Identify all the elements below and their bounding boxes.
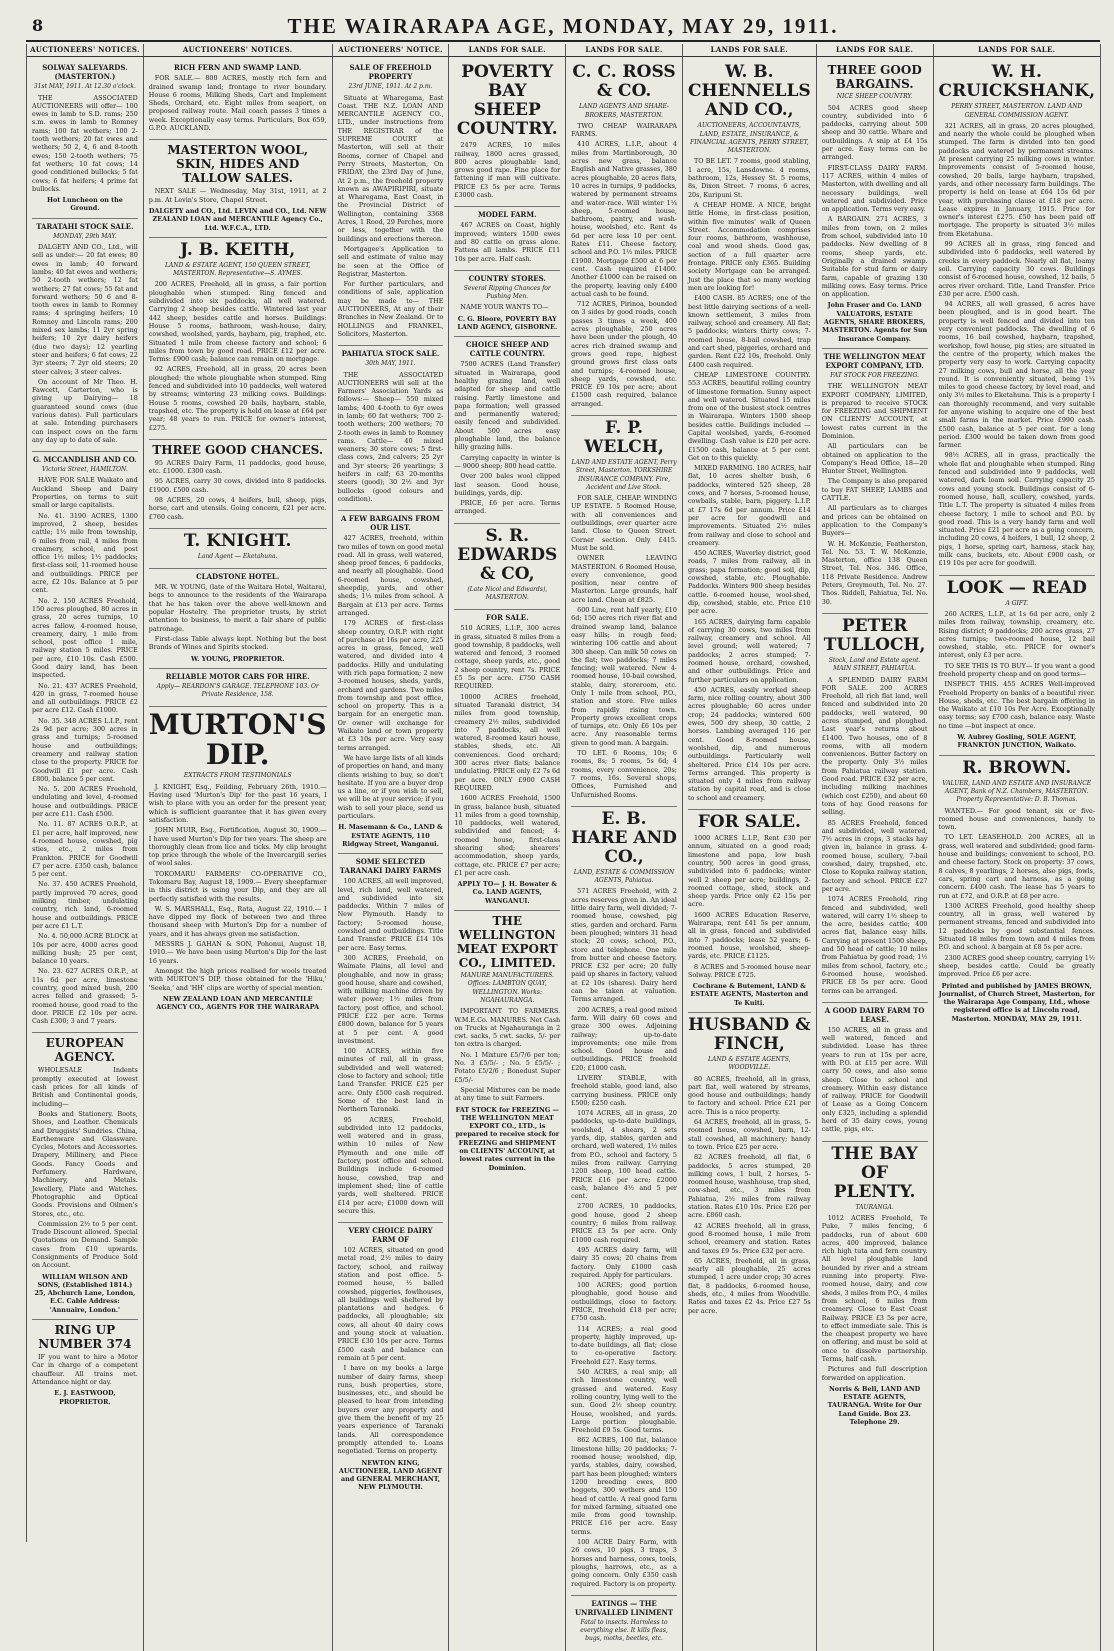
ad-paragraph: 1600 ACRES Freehold, 1500 in grass, balance bush, situated 11 miles from a good township, 10 paddocks, well watered, subdivided and fenced; 4-roomed house, first-class shearing shed; shearers' accommodation, sheep yards, cottage, etc. PRICE £7 per acre; £1 per acre cash. — [454, 794, 561, 877]
ad-body — [822, 1026, 928, 1134]
ad-paragraph: PRICE, £6 per acre. Terms arranged. — [454, 499, 561, 516]
advertisement — [571, 1596, 677, 1651]
ad-paragraph: 450 ACRES, Waverley district, good roads, 7 miles from railway, all in grass; papa formation; good soil, dip, cowshed, stable, etc. Ploughable. Paddocks. Winters 900 sheep besides cattle. 6-roomed house, wool-shed, dip, cowshed, stable, etc. Price £10 per acre. — [687, 549, 811, 616]
ad-paragraph: 98½ ACRES, all in grass, practically the whole flat and ploughable when stumped. Ring fenced and subdivided into 9 paddocks, well watered, dark loam soil. Carrying capacity 25 cows and young stock. Buildings consist of 6-roomed house, hall, scullery, cowshed, yards. Title L.T. The property is situated 4 miles from cheese factory, 1 mile to school and P.O. by good road. This is a very handy farm and well situated. Price £21 per acre as a going concern, including 20 cows, 4 heifers, 1 bull, 12 sheep, 2 pigs, 1 horse, spring cart, harness, stack hay, milk cans, buckets, etc. About £900 cash, or £19 10s per acre for goodwill. — [938, 451, 1095, 568]
ad-paragraph: 1074 ACRES Freehold, ring fenced and subdivided, well watered, will carry 1½ sheep to the acre, besides cattle; 400 acres flat, balance easy hills. Carrying at present 1500 sheep, and 50 head of cattle; 10 miles from Pahiatua by good road; 1½ miles from school, factory, etc.; 6-roomed house, woolshed. PRICE £8 5s per acre. Good terms can be arranged. — [821, 895, 928, 995]
ad-subtitle: Land Agent — Eketahuna. — [197, 552, 278, 560]
ad-paragraph: W. H. McKenzie, Featherston, Tel. No. 53. T. W. McKenzie, Masterton, office 138 Queen Street, Tel. Nos. 346. Office, 118 Private Residence. Andrew Peters, Greymouth, Tel. No. 27. Thos. Riddell, Pahiatua, Tel. No. 30. — [821, 539, 928, 606]
ad-title: THREE GOOD BARGAINS. — [827, 63, 922, 92]
ad-signature: W. YOUNG, PROPRIETOR. — [191, 654, 285, 663]
ad-body — [454, 303, 560, 311]
advertisement — [32, 452, 138, 1033]
advertisement — [338, 511, 444, 854]
ad-subtitle: (Late Nicol and Edwards), MASTERTON. — [467, 585, 548, 601]
ad-title: CHOICE SHEEP AND CATTLE COUNTRY. — [465, 340, 549, 359]
ad-subtitle: Stock, Land and Estate agent. MAIN STREET, PAHIATUA. — [828, 656, 921, 673]
advertisement — [454, 207, 560, 270]
ad-paragraph: 64 ACRES, freehold, all in grass, 5-roomed house, cowshed, barn, 12-stall cowshed, all machinery; handy to town. Price £25 per acre. — [687, 1118, 811, 1151]
ad-body — [571, 887, 677, 1587]
ad-paragraph: 2700 ACRES, 10 paddocks, good house, good 2 sheep country; 6 miles from railway. PRICE £3 5s per acre. Only £1000 cash required. — [571, 1202, 677, 1244]
ad-title: W. H. CRUICKSHANK, — [938, 62, 1096, 102]
ad-signature: Cochrane & Butement, LAND & ESTATE AGENTS, Masterton and Te Kuiti. — [690, 982, 809, 1007]
ad-title: G. MCCANDLISH AND CO. — [33, 455, 137, 465]
ad-signature: FAT STOCK for FREEZING — THE WELLINGTON MEAT EXPORT CO., LTD., is prepared to receive stock for FREEZING and SHIPMENT on CLIENTS' ACCOUNT, at lowest rates current in the Dominion. — [455, 1105, 560, 1172]
column-heading: LANDS FOR SALE. — [934, 44, 1101, 57]
ad-paragraph: 42 ACRES freehold, all in grass, good 8-roomed house, 1 mile from school, creamery and station. Rates and taxes £9 5s. Price £32 per acre. — [687, 1221, 811, 1255]
ad-subtitle: NICE SHEEP COUNTRY. — [836, 93, 913, 101]
ad-paragraph: 1000 ACRES L.I.P., Rent £30 per annum, situated on a good road; limestone and papa, low bush country, 500 acres in good grass, subdivided into 6 paddocks; winter well 2 sheep per acre; buildings, 2-roomed cottage, shed, stock and sheep yards. Price only £2 15s per acre. — [687, 834, 811, 909]
ad-body — [338, 534, 444, 820]
ad-title: SALE OF FREEHOLD PROPERTY — [349, 63, 432, 82]
ad-body — [149, 187, 327, 204]
ad-signature: Printed and published by JAMES BROWN, Journalist, of Church Street, Masterton, for the Wairarapa Age Company, Ltd., whose registered office is at Lincoln road, Masterton. MONDAY, MAY 29, 1911. — [938, 981, 1095, 1023]
ad-subtitle: AUCTIONEERS, ACCOUNTANTS, LAND, ESTATE, INSURANCE, & FINANCIAL AGENTS, PERRY STREET, MASTERTON. — [690, 122, 809, 155]
ad-title: A GOOD DAIRY FARM TO LEASE. — [824, 1005, 925, 1024]
ad-body — [338, 877, 444, 1215]
ad-title: THE BAY OF PLENTY. — [831, 1143, 918, 1202]
ad-paragraph: 100 ACRES; good portion ploughable, good house and outbuildings, close to factory. PRICE, freehold £18 per acre; £750 cash. — [571, 1281, 677, 1323]
ad-paragraph: 95 ACRES, carry 30 cows, divided into 8 paddocks. £1900. £500 cash. — [148, 477, 327, 494]
ad-body — [338, 371, 444, 504]
ad-paragraph: For further particulars, and conditions of sale, application may be made to— THE AUCTIONEERS, At any of their Branches in New Zealand. Or to HOLLINGS and FRANKEL, Solicitors, Masterton. — [337, 280, 444, 338]
ad-title: RICH FERN AND SWAMP LAND. — [174, 63, 302, 73]
advertisement — [338, 854, 444, 1223]
advertisement — [338, 60, 444, 346]
ad-title: PAHIATUA STOCK SALE. — [341, 349, 440, 359]
advertisement — [822, 614, 928, 1003]
ad-title: LOOK — READ — [946, 577, 1087, 598]
advertisement-columns — [26, 44, 1101, 1643]
ad-body — [939, 122, 1096, 568]
ad-subtitle: Apply— REARDON'S GARAGE. TELEPHONE 103. Or Private Residence, 158. — [156, 682, 319, 699]
ad-title: J. B. KEITH, — [180, 239, 296, 260]
ad-paragraph: 2479 ACRES, 10 miles railway, 1800 acres grassed, 800 acres ploughable land, grows good rape. Fine place for fattening if man will cultivate. PRICE £3 5s per acre. Terms £3000 cash. — [454, 141, 561, 200]
ad-paragraph: 1300 ACRES Freehold, good healthy sheep country, all in grass, well watered by permanent streams, fenced and subdivided into 12 paddocks by good substantial fences. Situated 18 miles from town and 4 miles from P.O. and school. A bargain at £8 5s per acre. — [938, 901, 1095, 952]
advertisement — [338, 346, 444, 511]
column-heading: LANDS FOR SALE. — [449, 44, 565, 57]
ad-paragraph: MESSRS J. GAHAN & SON, Pohonui, August 18, 1910.— We have been using Murton's Dip for the last 16 years. — [148, 940, 327, 965]
ad-subtitle: Fatal to insects. Harmless to everything else. It kills fleas, bugs, moths, beetles, etc. — [580, 1618, 668, 1643]
ad-paragraph: 85 ACRES Freehold, fenced and subdivided, well watered, 7½ acres in crops, 3 stacks hay given in, balance in grass. 4-roomed house, scullery, 7-bail cowshed, dairy, trapshed, etc. Close to Kopuka railway station, factory and school. PRICE £27 per acre. — [821, 818, 928, 893]
ad-paragraph: 467 ACRES on Coast, highly improved; winters 1500 ewes and 80 cattle on grass alone. Fattens all lambs. PRICE £11 10s per acre. Half cash. — [454, 221, 561, 263]
ad-subtitle: 23rd JUNE, 1911. At 2 p.m. — [348, 83, 433, 91]
ad-paragraph: 100 ACRES, all well improved, level, rich land, well watered, and subdivided into six paddocks. Within 7 miles of New Plymouth. Handy to factory; 5-roomed house, cowshed and outbuildings. Title Land Transfer. PRICE £14 10s per acre. Easy terms. — [337, 877, 444, 952]
ad-paragraph: 260 ACRES, L.I.P., at 1s 6d per acre, only 2 miles from railway, township, creamery, etc. Rising district; 9 paddocks; 200 acres grass, 27 acres turnips; two-roomed house, 12 bail cowshed, stable, etc. PRICE for owner's interest, only £3 per acre. — [938, 609, 1095, 660]
advertisement — [32, 60, 138, 218]
ad-paragraph: No. 2. 150 ACRES Freehold, 150 acres ploughed, 80 acres in grass, 20 acres turnips, 10 acres fallow, 4-roomed house, creamery, dairy, 1 mile from school, post office 1 mile, railway station 5 miles. PRICE per acre, £10 10s. Cash £500. Good dairy land, has been inspected. — [32, 596, 138, 680]
advertisement — [149, 707, 327, 1016]
ad-paragraph: All particulars as to charges and prices can be obtained on application to the Company's Buyers— — [821, 504, 928, 538]
ad-paragraph: INSPECT THIS. 455 ACRES Well-improved Freehold Property on banks of a beautiful river. House, sheds, etc. The best bargain offering in the Waikato at £10 10s Per Acre. Exceptionally easy terms; say £700 cash, balance easy. Waste no time —but inspect at once. — [938, 680, 1095, 730]
advertisement — [149, 60, 327, 140]
ad-title: W. B. CHENNELLS AND CO., — [687, 62, 811, 121]
ad-paragraph: No. 37. 450 ACRES Freehold, partly improved 70 acres, good milking timber, undulating country, rich land, 6-roomed house and outbuildings. PRICE per acre £1 L.T. — [32, 880, 138, 930]
ad-signature: APPLY TO— J. H. Bowater & Co. LAND AGENTS, WANGANUI. — [457, 880, 558, 905]
ad-paragraph: No. 35. 348 ACRES L.I.P., rent 2s 9d per acre; 300 acres in grass and turnips; 5-roomed house and outbuildings; creamery and railway station close to the property. PRICE for Goodwill £1 per acre. Cash £800, balance 5 per cent. — [32, 716, 138, 783]
ad-paragraph: 862 ACRES, 100 flat, balance limestone hills; 20 paddocks; 7-roomed house; woolshed, dip, yards, stables, dairy, cowshed, part has been ploughed; winters 1200 breeding ewes, 800 hoggets, 300 wethers and 150 head of cattle. A real good farm for mixed farming, situated one mile from good township. PRICE £16 per acre. Easy terms. — [571, 1436, 677, 1536]
ad-paragraph: THE WELLINGTON MEAT EXPORT COMPANY, LIMITED, is prepared to receive STOCK for FREEZING and SHIPMENT ON CLIENTS' ACCOUNT, at lowest rates current in the Dominion. — [821, 382, 928, 440]
advertisement — [939, 756, 1096, 1028]
ad-paragraph: 2300 ACRES good sheep country, carrying 1½ sheep, besides cattle. Could be greatly improved. Price £6 per acre. — [938, 953, 1095, 979]
ad-title: EATINGS — THE UNRIVALLED LINIMENT — [574, 1598, 674, 1617]
ad-subtitle: LAND AGENTS AND SHARE-BROKERS, MASTERTON. — [579, 103, 670, 119]
ad-paragraph: 100 ACRES, within five minutes of rail, all in grass, subdivided and well watered; close to factory and school; title Land Transfer. PRICE £25 per acre. Only £500 cash required. Some of the best land in Northern Taranaki. — [337, 1047, 444, 1114]
ad-title: THE WELLINGTON MEAT EXPORT COMPANY, LTD. — [823, 351, 926, 370]
ad-title: C. C. ROSS & CO. — [572, 62, 676, 102]
column-heading: LANDS FOR SALE. — [566, 44, 682, 57]
ad-subtitle: A GIFT. — [1005, 599, 1029, 607]
ad-title: TARATAHI STOCK SALE. — [36, 221, 134, 231]
ad-paragraph: 114 ACRES; a real good property, highly improved, up-to-date buildings, all flat; close to co-operative factory. Freehold £27. Easy terms. — [571, 1324, 677, 1366]
ad-subtitle: EXTRACTS FROM TESTIMONIALS — [183, 772, 292, 780]
ad-title: S. R. EDWARDS & CO, — [457, 525, 558, 584]
ad-paragraph: No. 4. 50,000 ACRE BLOCK at 10s per acre, 4000 acres good milking bush; 25 per cent, balance 10 years. — [32, 932, 138, 966]
ad-title: THE WELLINGTON MEAT EXPORT CO., LIMITED. — [456, 914, 558, 971]
ad-signature: NEW ZEALAND LOAN AND MERCANTILE AGENCY CO., AGENTS FOR THE WAIRARAPA — [156, 994, 320, 1012]
ad-paragraph: 82 ACRES freehold, all flat, 6 paddocks, 5 acres stumped, 20 milking cows, 1 bull, 2 horses, 5-roomed house, washhouse, trap shed, cow-shed, etc., 3 miles from Pahiatua, 2½ miles from railway station. Rates £10 10s. Price £26 per acre. £860 cash. — [687, 1153, 811, 1220]
ad-body — [338, 1246, 444, 1455]
ad-paragraph: 300 ACRES, Freehold, on Waimate Plains, all level and ploughable, and now in grass; good house, share and cowshed, with milking machine driven by water power; 1½ miles from factory, post office, and school. PRICE £22 per acre. Terms £800 down, balance for 5 years at 5 per cent. A good investment. — [337, 953, 444, 1045]
ad-subtitle: 31st MAY, 1911. At 12.30 o'clock. — [33, 83, 136, 91]
ad-paragraph: MIXED FARMING. 180 ACRES, half flat, 10 acres shelter bush, 6 paddocks, wintered 525 sheep, 28 cows, and 7 horses, 5-roomed house, cowbails, stable, barn, piggery. L.I.P. at £7 17s 6d per annum. Price £14 per acre for goodwill and improvements. Situated 2½ miles from railway and close to school and creamery. — [687, 464, 811, 547]
column-heading: AUCTIONEERS' NOTICES. — [144, 44, 332, 57]
ad-subtitle: TAURANGA. — [855, 1203, 894, 1211]
ad-body — [149, 74, 327, 132]
ad-paragraph: No. 5. 200 ACRES Freehold, undulating and level, 4-roomed house and outbuildings. PRICE per acre £11. Cash £500. — [32, 785, 138, 819]
ad-paragraph: First-class Table always kept. Nothing but the best Brands of Wines and Spirits stocked. — [148, 634, 327, 652]
column-heading: AUCTIONEERS' NOTICE. — [333, 44, 449, 57]
ad-paragraph: 1074 ACRES, all in grass, 20 paddocks, up-to-date buildings, woolshed, 4 shears, 2 sets yards, dip, stables, garden and orchard, well watered, 1½ miles from P.O., school and factory, 5 miles from railway. Carrying 1200 sheep, 100 head cattle. PRICE £16 per acre; £2000 cash, balance 4½ and 5 per cent. — [571, 1109, 677, 1201]
ad-paragraph: TO BE LET. 7 rooms, good stabling, 1 acre, 15s, Lansdowne. 4 rooms, bathroom, 12s, Hessey St. 5 rooms, 8s, Dixon Street. 7 rooms, 6 acres, 20s, Kuripuni St. — [687, 157, 811, 199]
ad-signature: NEWTON KING, AUCTIONEER, LAND AGENT and GENERAL MERCHANT, NEW PLYMOUTH. — [338, 1458, 443, 1492]
ad-paragraph: NEXT SALE — Wednesday, May 31st, 1911, at 2 p.m. At Levin's Store, Chapel Street. — [148, 187, 327, 204]
ad-paragraph: 10000 ACRES freehold, situated Taranaki district, 34 miles from good township, creamery 2½ miles, subdivided into 7 paddocks, all well watered, 8-roomed kauri house, stables, sheds, etc. All conveniences. Good orchard; 300 acres river flats; balance undulating. PRICE only £2 7s 6d per acre. ONLY £900 CASH REQUIRED. — [454, 692, 561, 792]
ad-paragraph: TO SEE THIS IS TO BUY— If you want a good freehold property cheap and on good terms— — [938, 661, 1095, 678]
advertisement — [688, 1013, 811, 1322]
ad-paragraph: J. KNIGHT, Esq., Feilding, February 26th, 1910.— Having used 'Murton's Dip' for the past 16 years, I wish to place with you an order for the present year, which is sufficient guarantee that it has given every satisfaction. — [148, 782, 327, 824]
advertisement — [32, 1320, 138, 1411]
ad-paragraph: 102 ACRES, situated on good metal road, 2½ miles to dairy factory, school, and railway station and post office. 5-roomed house, ½ balled cowshed, piggeries, fowlhouses, all buildings well sheltered by plantations and hedges. 6 paddocks, all ploughable; six cows, all about 40 dairy cows and young stock at valuation. PRICE £30 10s per acre. Terms £500 cash and balance can remain at 5 per cent. — [337, 1246, 444, 1362]
ad-subtitle: VALUER, LAND AND ESTATE AND INSURANCE AGENT, Bank of N.Z. Chambers, MASTERTON. Property Representative: D. B. Thomas. — [942, 779, 1092, 804]
ad-paragraph: £400 CASH. 85 ACRES; one of the best little dairying sections of a well-known settlement, 3 miles from railway, school and creamery. All flat; 5 paddocks; winters thirty cows; 7-roomed house, 8-bail cowshed, trap and cart shed, piggeries, orchard and garden. Rent £22 10s, freehold. Only £400 cash required. — [687, 294, 811, 369]
ad-body — [822, 104, 928, 299]
ad-title: RING UP NUMBER 374 — [38, 1323, 132, 1352]
ad-title: COUNTRY STORES. — [468, 273, 546, 283]
advertisement — [149, 529, 327, 569]
advertisement — [454, 610, 560, 911]
ad-subtitle: MONDAY, 29th MAY. — [53, 232, 117, 240]
ad-body — [32, 1066, 138, 1269]
ad-subtitle: LAND & ESTATE AGENT, 150 QUEEN STREET, MASTERTON. Representative—S. AYMES. — [165, 261, 311, 278]
ad-paragraph: The Company is also prepared to buy FAT SHEEP, LAMBS and CATTLE. — [821, 477, 928, 503]
column — [449, 44, 566, 1651]
ad-body — [149, 459, 327, 521]
advertisement — [454, 271, 560, 337]
advertisement — [822, 1003, 928, 1142]
ad-title: RELIABLE MOTOR CARS FOR HIRE. — [165, 671, 310, 681]
ad-subtitle: 30th MAY, 1911. — [365, 360, 416, 368]
ad-title: R. BROWN. — [962, 757, 1072, 778]
ad-body — [454, 624, 560, 877]
ad-title: EUROPEAN AGENCY. — [45, 1036, 125, 1065]
ad-subtitle: PERRY STREET, MASTERTON. LAND AND GENERAL COMMISSION AGENT. — [951, 103, 1083, 119]
ad-paragraph: 7500 ACRES (Land Transfer) situated in Wairarapa, good healthy grazing land, well adapted for sheep and cattle raising. Partly limestone and papa formation; well grassed and permanently watered; easily fenced and subdivided. About 500 acres easy ploughable land, the balance hilly grazing hills. — [454, 360, 561, 452]
ad-paragraph: FIRST-CLASS DAIRY FARM. 117 ACRES, within 4 miles of Masterton, with dwelling and all necessary buildings, well watered and subdivided. Price on application. Terms very easy. — [821, 163, 928, 214]
ad-title: MODEL FARM. — [477, 210, 537, 220]
ad-title: THREE GOOD CHANCES. — [152, 442, 324, 457]
ad-paragraph: 8 ACRES and 5-roomed house near Solway. PRICE £725. — [687, 962, 811, 979]
ad-title: VERY CHOICE DAIRY FARM OF — [348, 1226, 433, 1245]
ad-paragraph: 200 ACRES, Freehold, all in grass, a fair portion ploughable when stumped. Ring fenced and subdivided into six paddocks, all well watered. Carrying 2 sheep besides cattle. Wintered last year 442 sheep, besides cattle and horses. Buildings: House 5 rooms, bathroom, wash-house, dairy, cowshed, woolshed, yards, haybarn, pig, traphed, etc. Situated 1 mile from cheese factory and school; 6 miles from town by good road. PRICE £12 per acre. Terms: £900 cash; balance can remain on mortgage. — [148, 280, 327, 364]
page-number: 8 — [32, 16, 44, 35]
advertisement — [688, 810, 811, 1013]
ad-paragraph: 99 ACRES all in grass, ring fenced and subdivided into 6 paddocks, well watered by creeks in every paddock. Nearly all flat, loamy soil. Carrying capacity 30 cows. Buildings consist of 6-roomed house, cowshed, 12 bails, 5 acres river orchard. Title, Land Transfer. Price £30 per acre. £500 cash. — [938, 240, 1095, 298]
ad-body — [454, 221, 560, 262]
ad-signature: Norris & Bell, LAND AND ESTATE AGENTS, TAURANGA. Write for Our Land Guide. Box 23. Telephone 29. — [827, 1384, 922, 1427]
ad-body — [688, 1075, 811, 1315]
ad-paragraph: A SPLENDID DAIRY FARM FOR SALE. 200 ACRES Freehold, all rich flat land, well fenced and subdivided into 20 paddocks, well watered, 90 acres stumped, and ploughed. Last year's returns about £1400. Two houses, one of 8 rooms, with all modern conveniences. Butter factory on the property. Only 3½ miles from Pahiatua railway station. Good road. PRICE £32 per acre, including milking machines (which cost £250), and about 60 tons of hay. Good reasons for selling. — [821, 675, 928, 817]
ad-paragraph: 200 ACRES, a real good mixed farm. Will dairy 60 cows and graze 300 ewes. Adjoining railway; up-to-date improvements; one mile from school. Good house and outbuildings. PRICE freehold £20; £1000 cash. — [571, 1005, 677, 1072]
ad-subtitle: LAND, ESTATE & COMMISSION AGENTS, Pahiatua. — [573, 868, 675, 885]
ad-paragraph: FOR SALE.— 800 ACRES, mostly rich fern and drained swamp land; frontage to river boundary. House 6 rooms, Milking Sheds, Cart and Implement Sheds, Orchard, etc. Eight miles from seaport, on proposed railway route. Mail coach passes 3 times a week. Exceptionally easy terms. Particulars, Box 659, G.P.O. AUCKLAND. — [148, 74, 327, 133]
ad-paragraph: TWO CHEAP WAIRARAPA FARMS. — [571, 121, 677, 139]
ad-paragraph: TOKOMARU FARMERS' CO-OPERATIVE CO., Tokomaru Bay, August 18, 1909.— Every sheepfarmer in this district is using your Dip, and they are all perfectly satisfied with the results. — [148, 869, 327, 903]
ad-body — [822, 676, 928, 995]
ad-paragraph: LIVERY STABLE, with freehold stable, good land, also carrying business. PRICE only £500; £250 cash. — [571, 1073, 677, 1107]
column-heading: LANDS FOR SALE. — [817, 44, 933, 57]
ad-title: F. P. WELCH, — [584, 417, 664, 457]
ad-paragraph: 540 ACRES, a real snip; all rich limestone country, well grassed and watered. Easy rolling country, lying well to the sun. Good 2½ sheep country. House, woolshed, and yards. Large portion ploughable. Freehold £9 5s. Good terms. — [571, 1368, 677, 1435]
ad-paragraph: 65 ACRES, freehold, all in grass, nearly all ploughable, 25 acres stumped, 1 acre under crop; 30 acres flat, 8 paddocks, 6-roomed house, sheds, etc., 4 miles from Woodville. Rates and taxes £2 4s. Price £27 5s per acre. — [687, 1256, 811, 1315]
ad-body — [688, 834, 811, 979]
column — [817, 44, 934, 1651]
ad-body — [149, 783, 327, 992]
ad-paragraph: TO LET. LEASEHOLD. 200 ACRES, all in grass, well watered and subdivided; good farm-house and buildings; convenient to school, P.O. and cheese factory. Stock on property: 37 cows, 8 calves, 8 yearlings, 2 horses, also pigs, fowls, cars, spring cart and harness, as a going concern. £400 cash. The lease has 5 years to run at £72, and O.R.P. at £8 per acre. — [938, 833, 1095, 900]
ad-body — [454, 141, 560, 199]
ad-paragraph: WANTED.— For good tenant, six or five-roomed house and conveniences, handy to town. — [938, 806, 1095, 832]
ad-paragraph: On account of Mr Theo. H. Fawcett, Carterton, who is giving up Dairying— 18 guaranteed sound cows (due various dates). Full particulars at sale. Intending purchasers can inspect cows on the farm any day up to date of sale. — [32, 377, 138, 444]
advertisement — [149, 140, 327, 237]
ad-paragraph: Situate at Wharegama, East Coast. THE N.Z. LOAN AND MERCANTILE AGENCY CO., LTD., under instructions from THE REGISTRAR of the SUPREME COURT at Masterton, will sell at their Rooms, corner of Chapel and Perry Streets, Masterton, On FRIDAY, the 23rd Day of June, At 2 p.m., the freehold property known as AWAPIRIPIRI, situate at Wharegama, East Coast, in the Provincial District of Wellington, containing 3368 Acres, 1 Rood, 29 Perches, more or less, together with the buildings and erections thereon. — [337, 93, 444, 243]
ad-title: CLADSTONE HOTEL. — [196, 572, 280, 582]
advertisement — [571, 60, 677, 416]
ad-title: SOLWAY SALEYARDS. (MASTERTON.) — [42, 63, 128, 82]
ad-paragraph: Carrying capacity in winter is— 9000 sheep; 800 head cattle. — [454, 453, 561, 470]
ad-body — [688, 157, 811, 802]
ad-paragraph: No. 11. 87 ACRES O.R.P., at £1 per acre, half improved, new 4-roomed house, cowshed, pig sties, etc., 2 miles from Frankton. PRICE for Goodwill £7 per acre. £350 cash, balance 5 per cent. — [32, 820, 138, 879]
advertisement — [688, 60, 811, 810]
ad-body — [822, 382, 928, 606]
ad-paragraph: Commission 2½ to 5 per cent. Trade Discount allowed. Special Quotations on Demand. Sample cases from £10 upwards. Consignments of Produce Sold on Account. — [32, 1219, 138, 1270]
ad-paragraph: DALGETY AND CO., Ltd., will sell as under:— 20 fat ewes; 80 ewes in lamb; 40 forward lambs; 40 fat ewes and wethers; 50 2-tooth wethers; 12 fat wethers; 27 fat cows; 55 fat and forward wethers; 50 6 and 8-tooth ewes in lamb to Romney rams; 4 springing heifers; 10 Romney and Lincoln rams; 200 mixed sex lambs; 11 2yr spring heifers; 10 2yr dairy heifers (due two days); 12 yearling steer and heifers; 6 fat cows; 22 3yr steers; 7 2yr old steers; 20 steer calves; 3 steer calves. — [32, 243, 138, 376]
ad-paragraph: JOHN MUIR, Esq., Fortification, August 30, 1909.— I have used Murton's Dip for two years. The sheep are thoroughly clean from lice and ticks. My clip brought top price through the whole of the Invercargill series of wool sales. — [148, 826, 327, 868]
advertisement — [338, 1223, 444, 1497]
ad-body — [939, 807, 1096, 979]
ad-paragraph: Special Mixtures can be made at any time to suit Farmers. — [454, 1085, 561, 1103]
advertisement — [822, 1142, 928, 1432]
ad-paragraph: FOR SALE, CHEAP. WINDING UP ESTATE. 5 Roomed House, with all conveniences and outbuildings, over quarter acre land. Close to Queen Street. Corner section. Only £415. Must be sold. — [571, 494, 677, 552]
ad-paragraph: MR. W. YOUNG, (late of the Waitara Hotel, Waitara), begs to announce to the residents of the Wairarapa that he has taken over the above well-known and popular Hostelry. The proprietor trusts, by strict attention to business, to merit a fair share of public patronage. — [148, 583, 327, 633]
column — [144, 44, 333, 1651]
ad-body — [32, 1353, 138, 1386]
ad-paragraph: CHEAP LIMESTONE COUNTRY. 553 ACRES, beautiful rolling country of limestone formation. Sunny aspect and well watered. Situated 15 miles from one of the busiest stock centres in Wairarapa. Winters 1500 sheep besides cattle. Buildings included — Capital woolshed, yards, 6-roomed dwelling. Cash value is £20 per acre. £1500 cash, balance at 5 per cent. Get on to this quickly. — [687, 370, 811, 462]
ad-title: FOR SALE. — [486, 613, 529, 623]
advertisement — [822, 349, 928, 614]
ad-paragraph: 1600 ACRES Education Reserve, Wairarapa, rent £41 5s per annum, all in grass, fenced and subdivided into 7 paddocks; lease 52 years; 6-roomed house, woolshed, sheep-yards, etc. PRICE £1125. — [687, 910, 811, 961]
column — [27, 44, 144, 1651]
masthead — [26, 14, 1100, 42]
advertisement — [149, 569, 327, 669]
ad-title: T. KNIGHT. — [183, 530, 292, 551]
advertisement — [454, 337, 560, 523]
ad-paragraph: 504 ACRES good sheep country, subdivided into 6 paddocks, carrying about 500 sheep and 30 cattle. Whare and outbuildings. A snip at £4 15s per acre. Easy terms can be arranged. — [821, 103, 928, 162]
ad-paragraph: 95 ACRES, Freehold, subdivided into 12 paddocks, well watered and in grass, within 10 miles of New Plymouth and one mile off factory, post office and school. Buildings include 6-roomed house, cowshed, trap and implement shed; line of cattle yards, well sheltered. PRICE £14 per acre; £1000 down will secure this. — [337, 1115, 444, 1215]
advertisement — [571, 807, 677, 1596]
ad-paragraph: A CHEAP HOME. A NICE, bright little Home, in first-class position, within five minutes' walk of Queen Street. Accommodation comprises four rooms, bathroom, washhouse, coal and wood sheds. Good gas, section of a full quarter acre frontage. PRICE only £365. Building society Mortgage can be arranged. Just the place that so many working men are looking for! — [687, 200, 811, 292]
ad-paragraph: 100 ACRE Dairy Farm, with 26 cows, 10 pigs, 3 traps, 3 horses and harness, cows, tools, ploughs, harrows, etc., as a going concern. Only £350 cash required. Factory is on property. — [571, 1538, 677, 1588]
ad-body — [32, 243, 138, 444]
column — [566, 44, 683, 1651]
ad-body — [822, 1214, 928, 1382]
ad-body — [338, 94, 444, 339]
ad-paragraph: OWNER LEAVING MASTERTON. 6 Roomed House, every convenience, good position, near centre of Masterton. Large grounds, half acre land. Chean at £825. — [571, 554, 677, 604]
ad-body — [454, 1007, 560, 1102]
ad-body — [939, 610, 1096, 730]
ad-paragraph: 712 ACRES, Pirinoa, bounded on 3 sides by good roads, coach passes 3 times a week, 400 acres ploughable, 250 acres have been under the plough, 40 acres rich drained swamp and grows good rape, highest ground grows first class oats and turnips; 4-roomed house, sheep yards, cowshed, etc. PRICE £9 10s per acre; about £1500 cash required, balance arranged. — [571, 300, 677, 408]
ad-paragraph: Books and Stationery. Boots, Shoes, and Leather. Chemicals and Druggists' Sundries. China, Earthenware and Glassware. Cycles, Motors and Accessories. Drapery, Millinery, and Piece Goods. Fancy Goods and Perfumery. Hardware, Machinery, and Metals. Jewellery, Plate and Watches. Photographic and Optical Goods. Provisions and Oilmen's Stores, etc., etc. — [32, 1109, 138, 1218]
ad-paragraph: No. 21. 437 ACRES Freehold, 420 in grass, 7-roomed house and all outbuildings. PRICE £2 per acre £12. Cash £1000. — [32, 681, 138, 715]
ad-title: POVERTY BAY SHEEP COUNTRY. — [456, 62, 558, 140]
advertisement — [939, 60, 1096, 575]
ad-body — [149, 280, 327, 431]
advertisement — [571, 416, 677, 807]
ad-paragraph: 1012 ACRES Freehold, Te Puke, 7 miles fencing, 6 paddocks, run of about 600 acres, 400 improved, balance rich high tuta and fern country. All level ploughable land bounded by river and a stream running into property. Five-roomed house, dairy, and cow sheds, 3 miles from P.O., 4 miles from school, 6 miles from creamery. Close to East Coast Railway. PRICE £3 5s per acre, to effect immediate sale. This is the cheapest property we have on offering, and must be sold at once to dissolve partnership. Terms, half cash. — [821, 1213, 928, 1363]
advertisement — [149, 238, 327, 440]
advertisement — [32, 1033, 138, 1320]
ad-signature: WILLIAM WILSON AND SONS, (Established 1814.) 25, Abchurch Lane, London, E.C. Cable Address: 'Annuaire, London.' — [34, 1272, 136, 1314]
advertisement — [939, 576, 1096, 756]
ad-signature: Hot Luncheon on the Ground. — [46, 196, 123, 213]
ad-paragraph: THE ASSOCIATED AUCTIONEERS will offer— 100 ewes in lamb to S.D. rams; 250 s.m. ewes in lamb to Romney rams; 100 fat wethers; 100 2-tooth wethers; 20 fat ewes and wethers; 50 2, 4, 6 and 8-tooth ewes; 150 2-tooth wethers; 75 fat wethers; 10 fat cows; 14 good conditioned bullocks; 5 fat cows; 6 fat heifers; 4 prime fat bullocks. — [32, 93, 138, 193]
ad-title: SOME SELECTED TARANAKI DAIRY FARMS — [339, 857, 442, 876]
ad-paragraph: No. 1 Mixture £5/7/6 per ton; No. 3 £5/5/- ; No. 5 £5/5/- ; Potato £5/2/6 ; Bonedust Super £5/5/- — [454, 1050, 561, 1084]
ad-signature: H. Masemann & Co., LAND & ESTATE AGENTS, 110 Ridgway Street, Wanganui. — [338, 823, 443, 848]
ad-paragraph: 95 ACRES Dairy Farm, 11 paddocks, good house, etc. £1000. £300 cash. — [148, 458, 327, 476]
ad-body — [571, 122, 677, 408]
ad-paragraph: 80 ACRES, freehold, all in grass, part flat, well watered by streams, good house and outbuildings; handy to factory and school. Price £21 per acre. This is a nice property. — [687, 1074, 811, 1116]
ad-paragraph: Pictures and full description forwarded on application. — [821, 1365, 928, 1382]
column — [934, 44, 1102, 1651]
ad-paragraph: W. S. MARSHALL, Esq., Rata, August 22, 1910.— I have dipped my flock of between two and three thousand sheep with Murton's Dip for a number of years, and it has always given me satisfaction. — [148, 904, 327, 938]
ad-paragraph: 600 Line, rent half yearly, £10 6d; 150 acres rich river flat and drained swamp land, balance easy hills; in rough feed; wintering 106 cattle and about 300 sheep. Can milk 50 cows on the flat; two paddocks; 7 miles fencing; well watered. New 4-roomed house, 10-bail cowshed, stable, dairy, storeroom, etc. Only 1 mile from school, P.O., station and store. Five miles from rapidly rising town. Property grows excellent crops of turnips, etc. Only £6 10s per acre. Any reasonable terms given to good man. A bargain. — [571, 606, 677, 747]
ad-paragraph: IMPORTANT TO FARMERS. W.M.E.Co. MANURES. Net Cash on Trucks at Ngahauranga in 2 cwt. sacks, 5 cwt. sacks, 5/- per ton extra is charged. — [454, 1007, 561, 1049]
ad-subtitle: Victoria Street, HAMILTON. — [41, 466, 128, 474]
ad-paragraph: Mortgagee's Application to sell and estimate of value may be seen at the Office of Registrar, Masterton. — [337, 244, 444, 278]
ad-paragraph: IF you want to hire a Motor Car in charge of a competent chauffeur. All trains met. Attendance night or day. — [32, 1353, 138, 1386]
ad-signature: C. G. Bloore, POVERTY BAY LAND AGENCY, GISBORNE. — [457, 314, 558, 332]
column — [683, 44, 817, 1651]
ad-paragraph: HAVE FOR SALE Waikato and Auckland Sheep and Dairy Properties, on terms to suit small or large capitalists. — [32, 476, 138, 510]
ad-paragraph: We have large lists of all kinds of properties on hand, and many clients wishing to buy, so don't hesitate. If you are a buyer drop us a line, or if you wish to sell, we will be at your service; if you wish to sell your place, send us particulars. — [337, 753, 444, 821]
ad-body — [571, 494, 677, 799]
ad-body — [32, 476, 138, 1025]
column-heading: LANDS FOR SALE. — [683, 44, 816, 57]
ad-paragraph: Over 200 bales wool clipped last season. Good house, buildings, yards, dip. — [454, 472, 561, 497]
ad-subtitle: FAT STOCK FOR FREEZING. — [830, 371, 919, 379]
ad-title: PETER TULLOCH, — [823, 615, 926, 655]
ad-signature: John Fraser and Co. LAND VALUATORS, ESTATE AGENTS, SHARE BROKERS, MASTERTON. Agents for Sun Insurance Company. — [822, 301, 928, 343]
ad-paragraph: 571 ACRES Freehold, with 2 acres reserves given in. An ideal little dairy farm, well divided; 7-roomed house, cowshed, pig sties, garden and orchard. Farm been ploughed; winters 31 head stock; 20 cows; school, P.O., store and telephone. One mile from butter and cheese factory. PRICE £32 per acre; 20 fully paid up shares in factory, valued at £2 10s (shares). Dairy herd can be taken at valuation. Terms arranged. — [571, 887, 677, 1004]
ad-title: A FEW BARGAINS FROM OUR LIST. — [341, 514, 440, 533]
ad-body — [149, 583, 327, 651]
ad-paragraph: No. 23. 627 ACRES O.R.P., at 11s 6d per acre, limestone country, good mixed bush, 200 acres felled and grassed; 5-roomed house, good road to the door. PRICE £2 10s per acre. Cash £300; 3 and 7 years. — [32, 967, 138, 1026]
ad-title: MURTON'S DIP. — [148, 708, 327, 772]
ad-title: MASTERTON WOOL, SKIN, HIDES AND TALLOW SALES. — [167, 143, 308, 186]
ad-title: E. B. HARE AND CO., — [571, 808, 677, 867]
advertisement — [149, 440, 327, 529]
ad-paragraph: 150 ACRES, all in grass and well watered, fenced and subdivided. Lease has three years to run at 15s per acre, with P.O. at £15 per acre. Will carry 50 cows, and also some sheep. Close to school and creamery. Within easy distance of railway. PRICE for Goodwill of Lease as a Going Concern only £325, including a splendid herd of 35 dairy cows, young cattle, pigs, etc. — [821, 1025, 928, 1134]
advertisement — [32, 219, 138, 452]
newspaper-title: THE WAIRARAPA AGE, MONDAY, MAY 29, 1911. — [287, 14, 839, 38]
ad-subtitle: MANURE MANUFACTURERS. Offices: LAMBTON QUAY, WELLINGTON. Works: NGAHAURANGA. — [460, 972, 554, 1004]
ad-paragraph: 94 ACRES, all well grassed, 6 acres have been ploughed, and is in good heart. The property is well fenced and divided into ten very convenient paddocks. The dwelling of 6 rooms, 16 bail cowshed, haybarn, trapshed, workshop, fowl house, pig sties; are situated in the centre of the property, which makes the property very easy to work. Carrying capacity 27 milking cows, bull and horse, all the year round. It is conveniently situated, being 1¼ miles to good cheese factory, by level road, and only 3½ miles to Eketahuna. This is a property I can thoroughly recommend, and very suitable for anyone wishing to acquire one of the best small farms in the market. Price £990 cash. £500 cash, balance at 5 per cent. for a long period. £300 would be taken down from good farmer. — [938, 300, 1095, 450]
ad-paragraph: 495 ACRES dairy farm, will dairy 35 cows; 20 chains from factory. Only £1000 cash required. Apply for particulars. — [571, 1245, 677, 1279]
ad-paragraph: WHOLESALE Indents promptly executed at lowest cash prices for all kinds of British and Continental goods, including— — [32, 1066, 138, 1108]
ad-subtitle: LAND & ESTATE AGENTS, WOODVILLE. — [708, 1055, 791, 1072]
ad-title: HUSBAND & FINCH, — [688, 1014, 811, 1054]
ad-paragraph: 98 ACRES, 20 cows, 4 heifers, bull, sheep, pigs, horse, cart and utensils. Going concern, £21 per acre. £760 cash. — [148, 495, 327, 521]
column-heading: AUCTIONEERS' NOTICES. — [27, 44, 143, 57]
advertisement — [822, 60, 928, 349]
ad-paragraph: 165 ACRES, dairying farm capable of carrying 30 cows, two miles from railway, creamery and school. All level ground; well watered; 7 paddocks; 2 acres stumped; 7-roomed house, orchard, cowshed, and other outbuildings. Price and further particulars on application. — [687, 617, 811, 684]
ad-paragraph: 410 ACRES, L.I.P., about 4 miles from Martinborough, 30 acres new grass, balance English and Native grasses, 380 acres ploughable, 20 acres flats, 10 acres in turnips, 9 paddocks, watered by permanent streams and water-race. Will winter 1¼ sheep, 5-roomed house, bathroom, pantry, and wash-house, woolshed, etc. Rent 4s 6d per acre less 10 per cent. Rates £11. Cheese factory, school and P.O. 1½ miles. PRICE £1900. Mortgage £500 at 6 per cent. Cash required £1400. Another £1000 can be raised on the property, leaving only £400 actual cash to be found. — [571, 140, 677, 298]
ad-paragraph: All particulars can be obtained on application to the Company's Head Office, 18—20 Hunter Street, Wellington. — [821, 442, 928, 476]
ad-signature: DALGETY and CO., Ltd. LEVIN and CO., Ltd. NEW ZEALAND LOAN and MERCANTILE Agency Co., Ltd. W.F.C.A., LTD. — [148, 206, 327, 232]
ad-paragraph: No. 41. 3190 ACRES, 1300 improved, 2 sheep, besides cattle; 1½ mile from township, 6 miles from rail, 4 miles from creamery, school, and post office 1½ miles; 1½ paddocks; first-class soil, 11-roomed house and outbuildings. PRICE per acre, £2 10s. Balance at 5 per cent. — [32, 511, 138, 595]
ad-paragraph: TO LET. 6 Rooms, 10s; 6 rooms, 8s; 5 rooms, 5s 6d; 4 rooms, every convenience, 20s; 7 rooms, 16s. Several shops, Offices, Furnished and Unfurnished Rooms. — [571, 749, 677, 799]
column — [333, 44, 450, 1651]
ad-signature: E. J. EASTWOOD, PROPRIETOR. — [54, 1389, 116, 1406]
ad-paragraph: Amongst the high prices realised for wools treated with MURTON'S DIP, those obtained for the 'Hiku,' 'Seeka,' and 'HH' clips are worthy of special mention. — [148, 966, 327, 992]
advertisement — [454, 911, 560, 1177]
ad-signature: W. Aubrey Gosling, SOLE AGENT, FRANKTON JUNCTION, Waikato. — [957, 733, 1077, 750]
ad-body — [32, 94, 138, 194]
ad-paragraph: 450 ACRES, easily worked sheep farm, nice rolling country, about 300 acres ploughable; 60 acres under crop; 24 paddocks; wintered 600 ewes, 500 dry sheep, 30 cattle, 2 horses. Lambing averaged 116 per cent. Good 8-roomed house, woolshed, dip, and numerous outbuildings. Particularly well sheltered. Price £14 10s per acre. Terms arranged. This property is situated only 4 miles from railway station by capital road, and is close to school and creamery. — [687, 685, 811, 802]
ad-paragraph: NAME YOUR WANTS TO— — [460, 303, 549, 312]
ad-subtitle: Several Ripping Chances for Pushing Men. — [463, 284, 551, 301]
advertisement — [454, 60, 560, 207]
ad-paragraph: 321 ACRES, all in grass, 20 acres ploughed, and nearly the whole could be ploughed when stumped. The farm is divided into ten good paddocks and watered by permanent streams. At present carrying 25 milking cows in winter. Improvements consist of 5-roomed house, cowshed, 20 bails, large haybarn, trapshed, yards, and other necessary farm buildings. The property is held on lease at £64 15s 6d per year, with purchasing clause at £18 per acre. Lease expires in January, 1915. Price for owner's interest £275. £50 has been paid off mortgage. The property is situated 3½ miles from Eketahuna. — [938, 121, 1095, 238]
advertisement — [149, 669, 327, 708]
advertisement — [454, 524, 560, 611]
ad-body — [454, 360, 560, 515]
ad-paragraph: 179 ACRES of first-class sheep country, O.R.P. with right of purchase at 16s per acre, 225 acres in grass, fenced, well watered, and divided into 4 paddocks. Hilly and undulating with rich papa formation; 2 new 3-roomed houses, sheds, yards, orchard and gardens. Two miles from township and post office, school on property. This is a bargain for an energetic man. Or owner will exchange for Waikato land or town property at £3 10s per acre. Very easy terms arranged. — [337, 619, 444, 752]
ad-paragraph: A BARGAIN. 271 ACRES, 3 miles from town, on 2 miles from school, subdivided into 10 paddocks. New dwelling of 8 rooms, sheep yards, etc. Originally a drained swamp. Suitable for stud farm or dairy farm, capable of grazing 130 milking cows. Easy terms. Price on application. — [821, 215, 928, 299]
ad-subtitle: LAND AND ESTATE AGENT, Perry Street, Masterton. YORKSHIRE INSURANCE COMPANY. Fire, Accident and Live Stock. — [571, 458, 677, 491]
ad-paragraph: I have on my books a large number of dairy farms, sheep runs, bush properties, store, businesses, etc., and should be pleased to hear from intending buyers over any property and give them the benefit of my 25 years experience of Taranaki lands. All correspondence promptly attended to. Loans negotiated. Terms on property. — [337, 1364, 444, 1456]
ad-paragraph: THE ASSOCIATED AUCTIONEERS will sell at the Farmers' Association Yards as follows:— Sheep— 550 mixed lambs; 400 4-tooth to 6yr ewes in lamb; 60 fat wethers; 700 2-tooth wethers; 200 wethers; 70 2-tooth ewes in lamb to Romney rams. Cattle— 40 mixed weaners; 30 store cows; 5 first-class cows, 2nd calvers; 25 2yr and 3yr steers; 26 yearlings; 3 heifers in calf; 63 20-months steers (good); 30 2½ and 3yr bullocks (good colours and condition). — [337, 370, 444, 503]
ad-title: FOR SALE. — [697, 812, 801, 833]
ad-paragraph: 427 ACRES, freehold, within two miles of town on good metal road. All in grass, well watered, sheep proof fences, 6 paddocks, and nearly all ploughable. Good 6-roomed house, cowshed, sheepdip, yards, and other sheds; 1½ miles from school. A Bargain at £13 per acre. Terms arranged. — [337, 534, 444, 617]
ad-paragraph: 510 ACRES, L.I.P., 300 acres in grass, situated 8 miles from a good township, 8 paddocks, well watered and fenced, 3 roomed cottage, sheep yards, etc., good 2 sheep country, rent 7s. PRICE £5 5s per acre. £750 CASH REQUIRED. — [454, 624, 561, 691]
ad-paragraph: 92 ACRES, Freehold, all in grass, 20 acres been ploughed; the whole ploughable when stumped. Ring fenced and subdivided into 10 paddocks, well watered by streams; wintering 23 milking cows. Buildings: House 5 rooms, cowshed 20 bails, haybarn, stable, trapshed, etc. The property is held on lease at £64 per year; 48 years to run. PRICE for owner's interest, £275. — [148, 365, 327, 432]
